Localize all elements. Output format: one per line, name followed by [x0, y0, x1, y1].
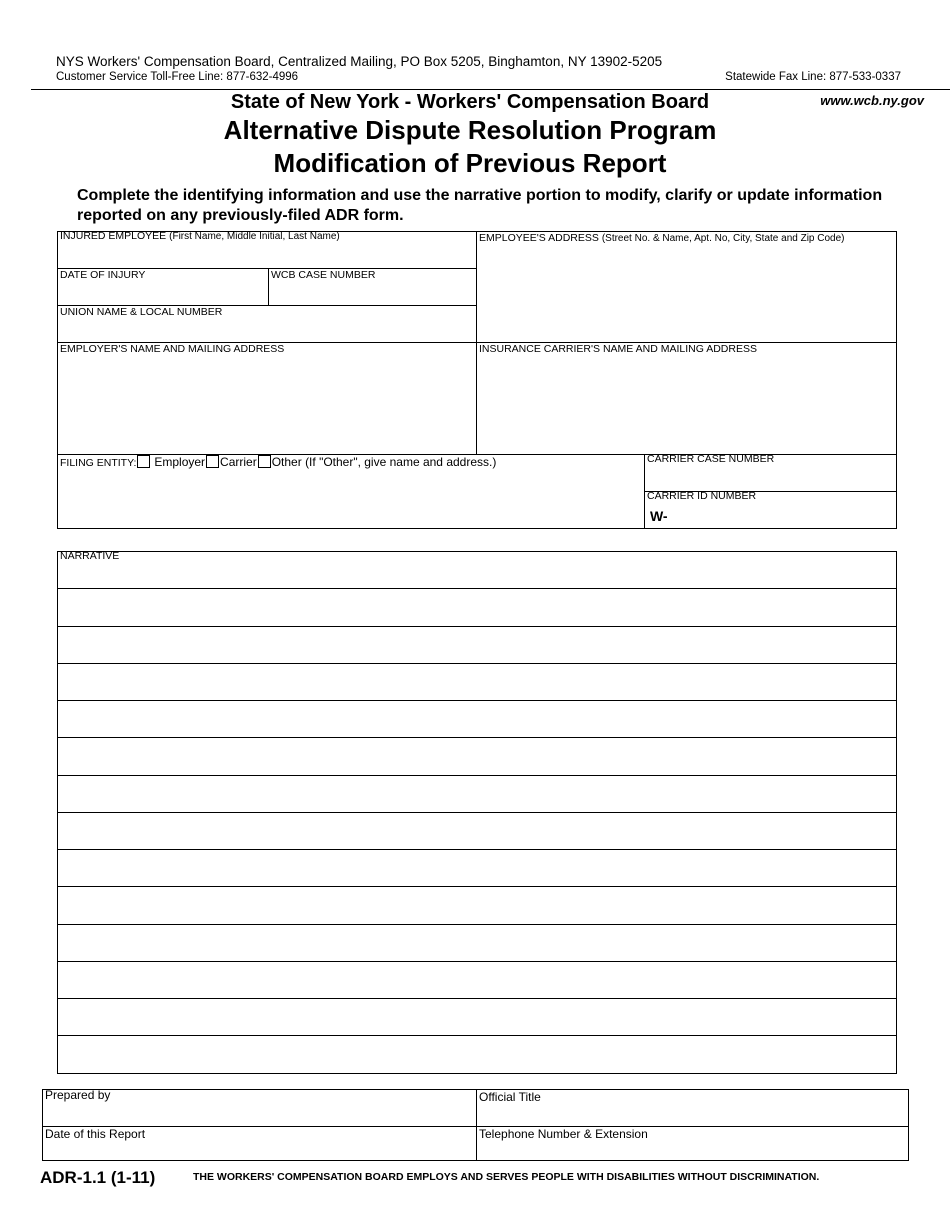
employee-address-field[interactable]	[476, 231, 897, 343]
narrative-line	[57, 924, 897, 925]
filing-entity-section	[57, 454, 645, 529]
date-of-injury-label: DATE OF INJURY	[60, 269, 146, 281]
narrative-line	[57, 775, 897, 776]
narrative-line	[57, 961, 897, 962]
instructions: Complete the identifying information and use the narrative portion to modify, clarify or update information reported on any previously-filed ADR form.	[77, 187, 883, 224]
other-checkbox[interactable]	[258, 455, 271, 468]
carrier-case-number-field[interactable]	[644, 454, 897, 492]
carrier-option-label: Carrier	[220, 455, 257, 469]
board-address: NYS Workers' Compensation Board, Centralized Mailing, PO Box 5205, Binghamton, NY 13902-5205	[56, 54, 663, 69]
date-of-report-field[interactable]	[42, 1126, 477, 1161]
official-title-label: Official Title	[479, 1090, 541, 1104]
union-field[interactable]	[57, 305, 477, 343]
form-id: ADR-1.1 (1-11)	[40, 1168, 156, 1187]
narrative-label: NARRATIVE	[60, 550, 120, 562]
employee-address-label: EMPLOYEE'S ADDRESS (Street No. & Name, Apt. No, City, State and Zip Code)	[479, 232, 845, 244]
program-title: Alternative Dispute Resolution Program	[223, 115, 717, 145]
injured-employee-field[interactable]	[57, 231, 477, 269]
form-title: Modification of Previous Report	[273, 148, 667, 178]
carrier-id-number-field[interactable]	[644, 491, 897, 529]
narrative-line	[57, 700, 897, 701]
carrier-id-number-label: CARRIER ID NUMBER	[647, 490, 757, 502]
customer-service-line: Customer Service Toll-Free Line: 877-632-4996	[56, 71, 299, 83]
header-divider	[31, 89, 950, 90]
filing-entity-row	[60, 455, 496, 469]
employer-label: EMPLOYER'S NAME AND MAILING ADDRESS	[60, 343, 285, 355]
employer-checkbox[interactable]	[137, 455, 150, 468]
date-of-report-label: Date of this Report	[45, 1127, 146, 1141]
telephone-field[interactable]	[476, 1126, 909, 1161]
narrative-line	[57, 998, 897, 999]
other-option-label: Other (If "Other", give name and address.)	[271, 455, 497, 469]
carrier-id-prefix: W-	[650, 508, 668, 524]
prepared-by-field[interactable]	[42, 1089, 477, 1127]
narrative-line	[57, 849, 897, 850]
official-title-field[interactable]	[476, 1089, 909, 1127]
narrative-line	[57, 737, 897, 738]
employer-option-label: Employer	[154, 455, 206, 469]
narrative-line	[57, 1035, 897, 1036]
narrative-line	[57, 626, 897, 627]
narrative-line	[57, 812, 897, 813]
fax-line: Statewide Fax Line: 877-533-0337	[725, 71, 901, 83]
insurance-carrier-field[interactable]	[476, 342, 897, 455]
wcb-case-number-field[interactable]	[268, 268, 477, 306]
narrative-line	[57, 886, 897, 887]
narrative-line	[57, 663, 897, 664]
employer-field[interactable]	[57, 342, 477, 455]
date-of-injury-field[interactable]	[57, 268, 269, 306]
prepared-by-label: Prepared by	[45, 1088, 111, 1102]
narrative-line	[57, 588, 897, 589]
carrier-checkbox[interactable]	[206, 455, 219, 468]
website-link[interactable]: www.wcb.ny.gov	[820, 93, 924, 108]
filing-entity-label: FILING ENTITY:	[60, 457, 137, 469]
injured-employee-label: INJURED EMPLOYEE (First Name, Middle Initial, Last Name)	[60, 230, 340, 242]
carrier-case-number-label: CARRIER CASE NUMBER	[647, 453, 775, 465]
insurance-carrier-label: INSURANCE CARRIER'S NAME AND MAILING ADDRESS	[479, 343, 757, 355]
union-label: UNION NAME & LOCAL NUMBER	[60, 306, 223, 318]
nondiscrimination-notice: THE WORKERS' COMPENSATION BOARD EMPLOYS AND SERVES PEOPLE WITH DISABILITIES WITHOUT DISCRIMINATION.	[193, 1171, 820, 1183]
wcb-case-number-label: WCB CASE NUMBER	[271, 269, 376, 281]
agency-title: State of New York - Workers' Compensation Board	[230, 91, 710, 113]
telephone-label: Telephone Number & Extension	[479, 1127, 648, 1141]
